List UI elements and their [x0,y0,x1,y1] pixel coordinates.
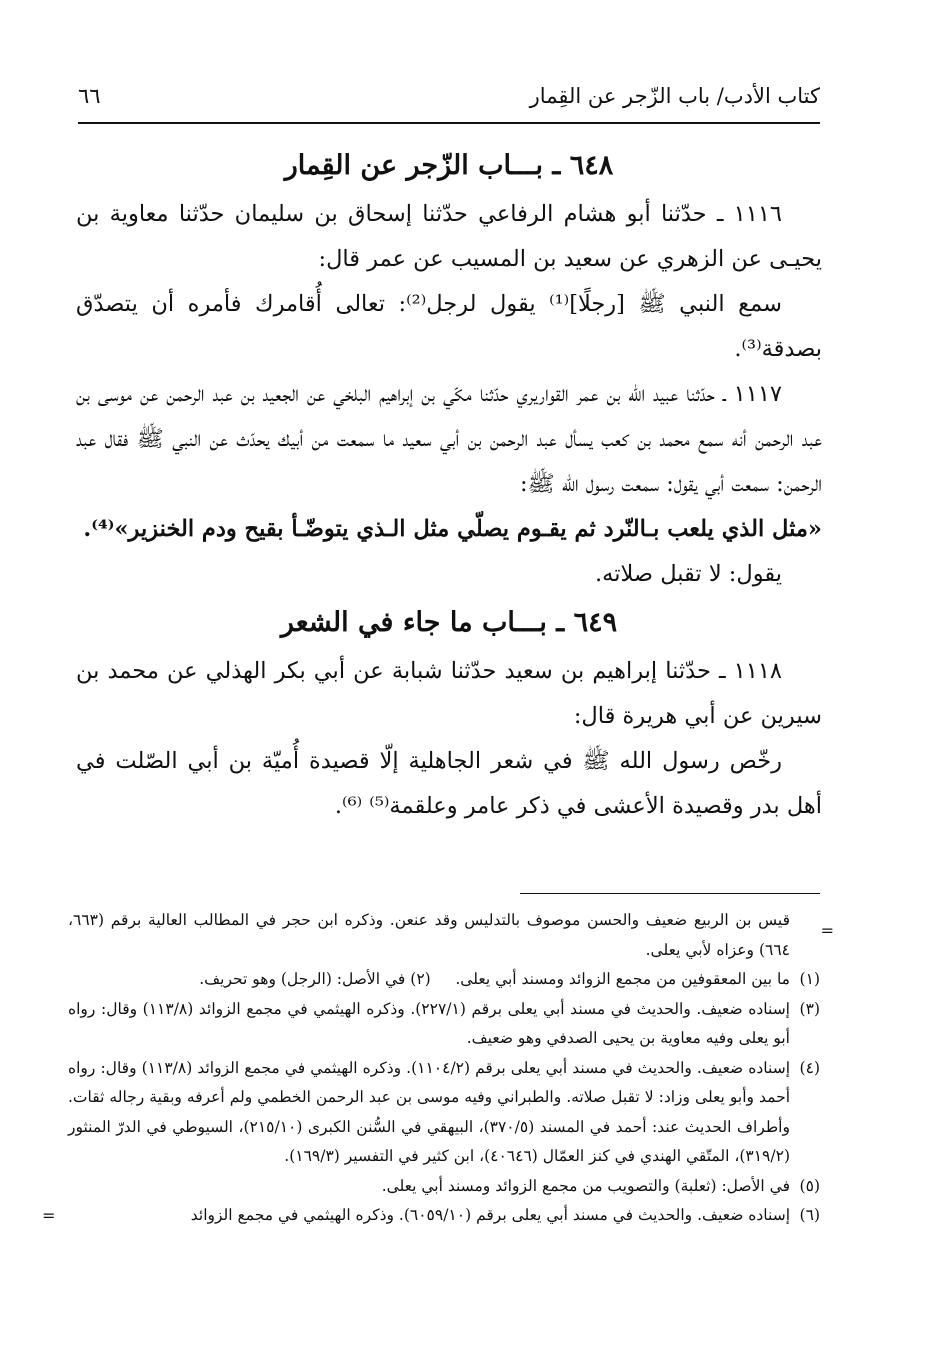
end-marker: = [42,1206,56,1225]
footnote-1-text: ما بين المعقوفين من مجمع الزوائد ومسند أبي يعلى. [455,970,790,988]
hadith-1117-matn: «مثل الذي يلعب بـالنّرد ثم يقـوم يصلّي مثل الـذي يتوضّـأ بقيح ودم الخنزير»⁽⁴⁾. [83,516,822,542]
footnote-6 [42,1201,820,1231]
footnote-5-marker: (٥) [799,1176,820,1195]
continuation-marker: = [820,921,834,940]
footnote-4-text: إسناده ضعيف. والحديث في مسند أبي يعلى برقم (١١٠٤/٢). وذكره الهيثمي في مجمع الزوائد (١١٣/٨) وقال: رواه أحمد وأبو يعلى وزاد: لا تقبل صلاته. والطبراني وفيه موسى بن عبد الرحمن الخطمي ولم أعرفه وبقية رجاله ثقات. وأطراف الحديث عند: أحمد في المسند (٣٧٠/٥)، البيهقي في السُّنن الكبرى (٢١٥/١٠)، السيوطي في الدرّ المنثور (٣١٩/٢)، المتّقي الهندي في كنز العمّال (٤٠٦٤٦)، ابن كثير في التفسير (١٦٩/٣). [68,1058,790,1165]
page-header [78,82,820,124]
footnote-3-text: إسناده ضعيف. والحديث في مسند أبي يعلى برقم (٢٢٧/١). وذكره الهيثمي في مجمع الزوائد (١١٣/٨) وقال: رواه أبو يعلى وفيه معاوية بن يحيى الصدفي وهو ضعيف. [68,999,790,1047]
footnote-continuation [68,906,834,965]
hadith-1117-isnad: ١١١٧ ـ حدّثنا عبيد الله بن عمر القواريري حدّثنا مكّي بن إبراهيم البلخي عن الجعيد بن عبد الرحمن عن موسى بن عبد الرحمن أنه سمع محمد بن كعب يسأل عبد الرحمن بن أبي سعيد ما سمعت من أبيك يحدّث عن النبي ﷺ فقال عبد الرحمن: سمعت أبي يقول: سمعت رسول الله ﷺ: [76,381,822,497]
footnote-2-text: في الأصل: (الرجل) وهو تحريف. [199,970,406,988]
page-number: ٦٦ [78,84,101,108]
footnote-6-text: إسناده ضعيف. والحديث في مسند أبي يعلى برقم (٦٠٥٩/١٠). وذكره الهيثمي في مجمع الزوائد [190,1206,790,1224]
chapter-heading-649: ٦٤٩ ـ بـــاب ما جاء في الشعر [280,607,618,638]
main-text [76,140,822,829]
footnote-1-marker: (١) [799,970,820,988]
footnote-3 [68,995,820,1054]
chapter-heading-648: ٦٤٨ ـ بـــاب الزّجر عن القِمار [284,150,614,181]
footnote-3-marker: (٣) [799,999,820,1018]
footnote-2-marker: (٢) [410,970,431,988]
footnote-separator [520,893,820,894]
footnote-5-text: في الأصل: (ثعلبة) والتصويب من مجمع الزوائد ومسند أبي يعلى. [381,1176,790,1195]
hadith-1118-matn: رخّص رسول الله ﷺ في شعر الجاهلية إلّا قصيدة أُميّة بن أبي الصّلت في أهل بدر وقصيدة الأعشى في ذكر عامر وعلقمة⁽⁵⁾ ⁽⁶⁾. [76,748,822,819]
footnote-1-2 [68,965,820,995]
hadith-1118-isnad: ١١١٨ ـ حدّثنا إبراهيم بن سعيد حدّثنا شبابة عن أبي بكر الهذلي عن محمد بن سيرين عن أبي هريرة قال: [76,658,822,729]
hadith-1116-matn: سمع النبي ﷺ [رجلًا]⁽¹⁾ يقول لرجل⁽²⁾: تعالى أُقامرك فأمره أن يتصدّق بصدقة⁽³⁾. [76,291,822,362]
footnote-continuation-text: قيس بن الربيع ضعيف والحسن موصوف بالتدليس وقد عنعن. وذكره ابن حجر في المطالب العالية برقم (٦٦٣، ٦٦٤) وعزاه لأبي يعلى. [68,911,790,959]
running-title: كتاب الأدب/ باب الزّجر عن القِمار [529,84,820,108]
footnote-4-marker: (٤) [799,1058,820,1077]
footnote-4 [68,1054,820,1172]
footnote-6-marker: (٦) [799,1206,820,1224]
footnotes [42,906,834,1231]
footnote-5 [68,1172,820,1202]
hadith-1117-addition: يقول: لا تقبل صلاته. [595,561,782,587]
hadith-1116-isnad: ١١١٦ ـ حدّثنا أبو هشام الرفاعي حدّثنا إسحاق بن سليمان حدّثنا معاوية بن يحيـى عن الزهري عن سعيد بن المسيب عن عمر قال: [76,201,822,272]
